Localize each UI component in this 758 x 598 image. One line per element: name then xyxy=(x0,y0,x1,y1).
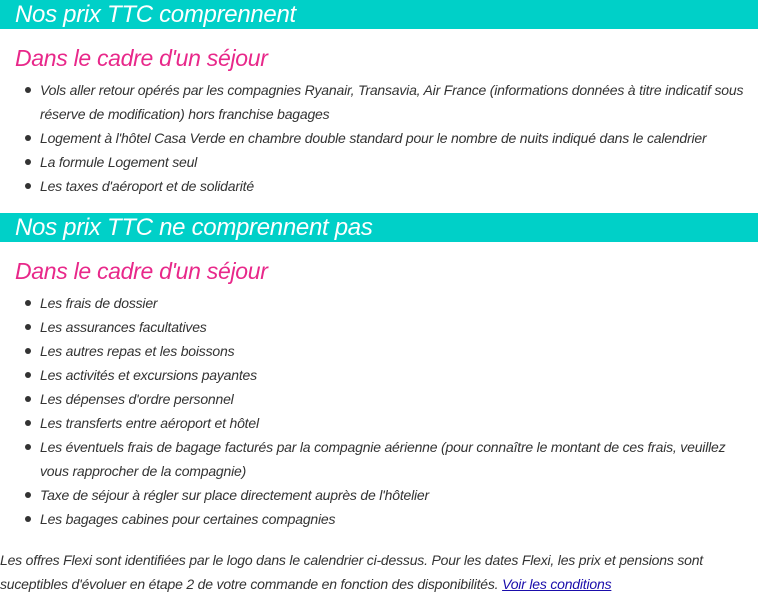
list-item: Les dépenses d'ordre personnel xyxy=(40,387,754,411)
list-item: Les éventuels frais de bagage facturés par la compagnie aérienne (pour connaître le montant de ces frais, veuillez vous rapprocher de la compagnie) xyxy=(40,435,754,483)
included-header: Nos prix TTC comprennent xyxy=(0,0,758,29)
footnote-text: Les offres Flexi sont identifiées par le logo dans le calendrier ci-dessus. Pour les dates Flexi, les prix et pensions sont suceptibles d'évoluer en étape 2 de votre commande en fonction des disponibilités. xyxy=(0,552,703,592)
list-item: La formule Logement seul xyxy=(40,150,754,174)
excluded-list xyxy=(0,291,758,531)
list-item: Logement à l'hôtel Casa Verde en chambre double standard pour le nombre de nuits indiqué dans le calendrier xyxy=(40,126,754,150)
excluded-subheader: Dans le cadre d'un séjour xyxy=(15,258,268,284)
list-item: Les autres repas et les boissons xyxy=(40,339,754,363)
list-item: Les taxes d'aéroport et de solidarité xyxy=(40,174,754,198)
excluded-section xyxy=(0,213,758,531)
list-item: Les assurances facultatives xyxy=(40,315,754,339)
included-section xyxy=(0,0,758,198)
list-item: Vols aller retour opérés par les compagnies Ryanair, Transavia, Air France (informations données à titre indicatif sous réserve de modification) hors franchise bagages xyxy=(40,78,754,126)
list-item: Les bagages cabines pour certaines compagnies xyxy=(40,507,754,531)
list-item: Taxe de séjour à régler sur place directement auprès de l'hôtelier xyxy=(40,483,754,507)
flexi-footnote xyxy=(0,548,758,596)
included-subheader: Dans le cadre d'un séjour xyxy=(15,45,268,71)
conditions-link[interactable]: Voir les conditions xyxy=(502,576,612,592)
list-item: Les transferts entre aéroport et hôtel xyxy=(40,411,754,435)
list-item: Les frais de dossier xyxy=(40,291,754,315)
included-list xyxy=(0,78,758,198)
excluded-header: Nos prix TTC ne comprennent pas xyxy=(0,213,758,242)
list-item: Les activités et excursions payantes xyxy=(40,363,754,387)
